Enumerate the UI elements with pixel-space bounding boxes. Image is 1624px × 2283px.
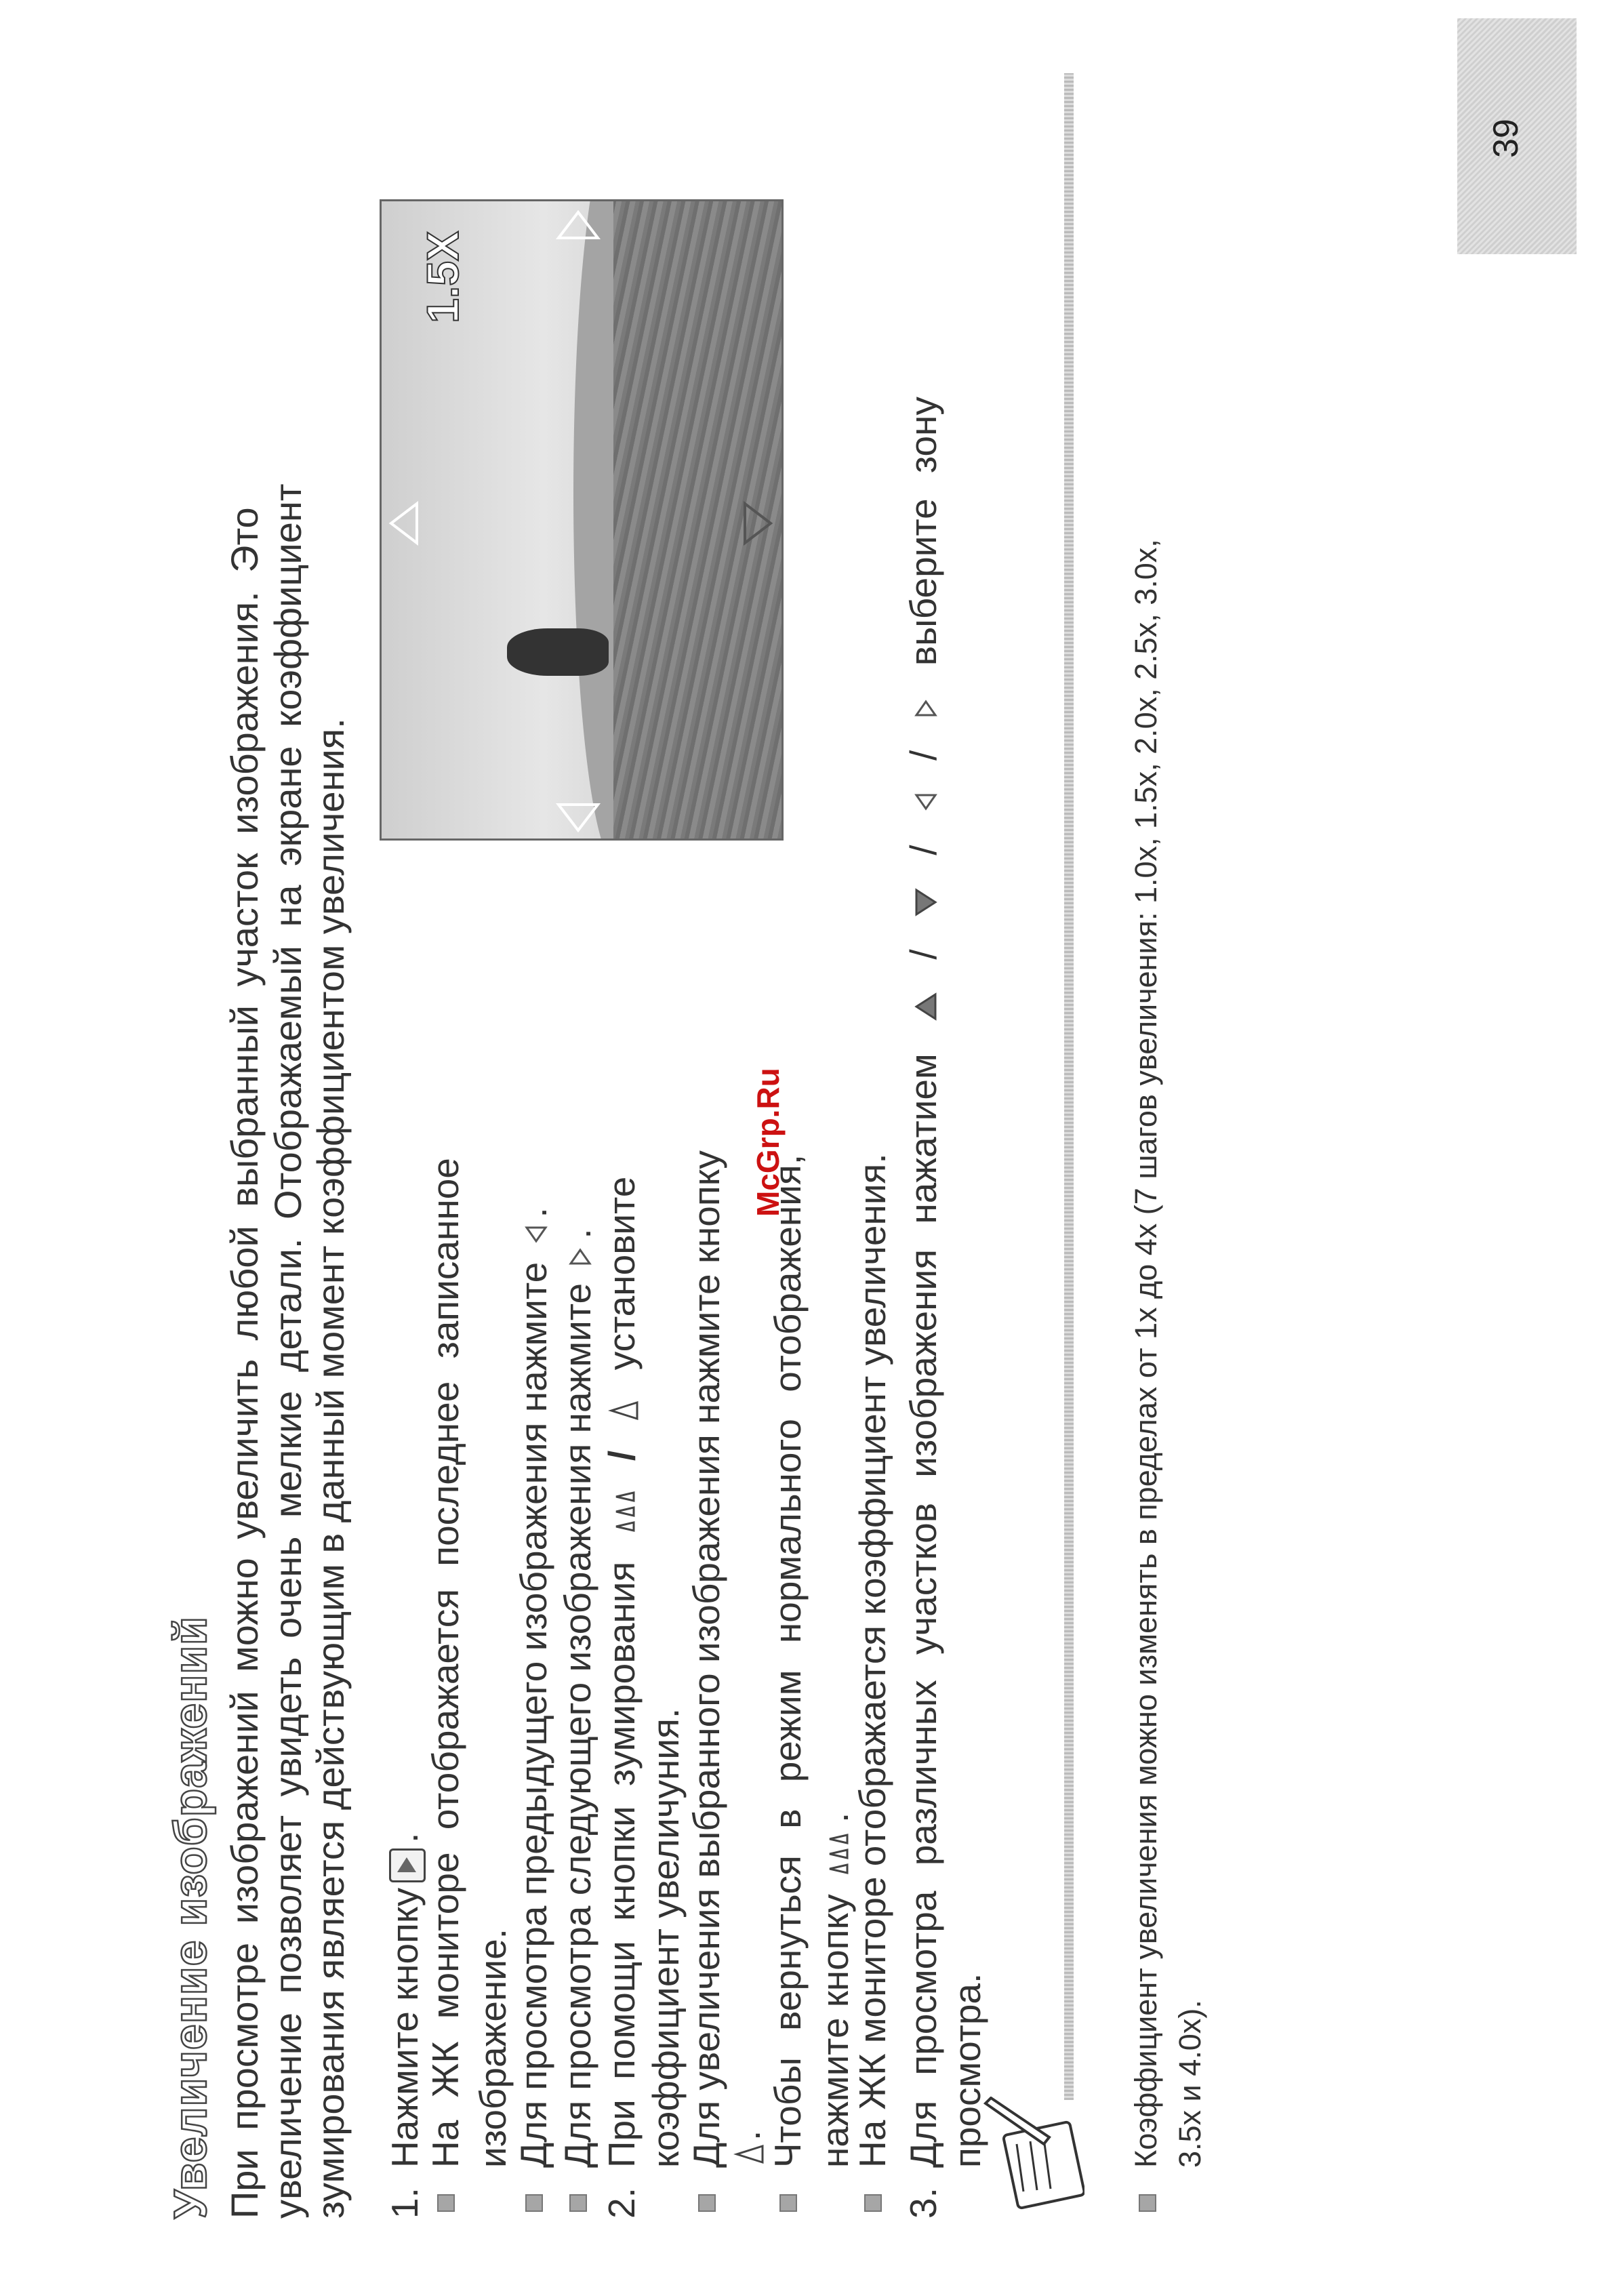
step-1-bullet-3 — [556, 1228, 599, 2168]
zoom-out-thumbnails-icon — [823, 1830, 853, 1877]
step-1-bullet-3-end: . — [556, 1228, 598, 1239]
note-pencil-icon — [976, 2097, 1084, 2212]
watermark: McGrp.Ru — [750, 1068, 786, 1217]
note-line-2: 3.5x и 4.0x). — [1173, 2000, 1207, 2168]
photo-tree — [507, 628, 609, 676]
bullet-marker — [569, 2194, 587, 2212]
step-1-bullet-1-line-2: изображение. — [472, 1928, 514, 2168]
zoom-out-thumbnails-icon — [609, 1487, 639, 1535]
step-1-end: . — [384, 1832, 426, 1843]
step-3-text-a: Для просмотра различных участков изображения нажатием — [902, 1053, 944, 2168]
up-arrow-icon — [912, 992, 939, 1022]
step-1-bullet-2-text: Для просмотра предыдущего изображения нажмите — [512, 1261, 554, 2168]
intro-line-1: При просмотре изображений можно увеличить любой выбранный участок изображения. Это — [223, 507, 266, 2219]
step-2-line-1 — [600, 1177, 643, 2168]
step-1-bullet-3-text: Для просмотра следующего изображения нажмите — [556, 1282, 598, 2168]
down-arrow-icon — [741, 500, 775, 547]
right-arrow-icon — [554, 208, 602, 242]
step-2-line-2: коэффициент увеличуния. — [645, 1708, 687, 2168]
step-2-bullet-2-text: нажмите кнопку — [814, 1894, 856, 2168]
step-2-text-a: При помощи кнопки зумирования — [601, 1561, 643, 2168]
page-number: 39 — [1486, 119, 1526, 158]
note-line-1: Коэффициент увеличения можно изменять в пределах от 1x до 4x (7 шагов увеличения: 1.0x, 1.5x, 2.0x, 2.5x, 3.0x, — [1129, 539, 1163, 2168]
page-title: Увеличение изображений — [165, 1616, 216, 2219]
left-arrow-icon — [523, 1225, 550, 1245]
step-3-sep: / — [902, 845, 944, 855]
left-arrow-icon — [554, 801, 602, 834]
up-arrow-icon — [387, 500, 421, 547]
bullet-marker — [1139, 2194, 1156, 2212]
step-3-sep: / — [902, 949, 944, 960]
bullet-marker — [525, 2194, 543, 2212]
step-1-text — [383, 1833, 426, 2168]
step-3-text-b: выберите зону — [902, 397, 944, 666]
right-arrow-icon — [912, 698, 939, 718]
step-2-slash: / — [601, 1450, 643, 1461]
zoom-factor-label: 1.5X — [418, 231, 468, 323]
step-2-bullet-1-line-2 — [725, 2130, 769, 2168]
step-2-text-c: установите — [601, 1176, 643, 1371]
step-3-number: 3. — [902, 2187, 944, 2219]
zoom-in-icon — [733, 2141, 767, 2168]
note-divider — [1064, 73, 1074, 2100]
step-3-line-1 — [901, 397, 945, 2168]
bullet-marker — [779, 2194, 797, 2212]
step-2-bullet-1-line-1: Для увеличения выбранного изображения нажмите кнопку — [685, 1150, 727, 2168]
play-button-icon — [389, 1848, 426, 1882]
step-1-bullet-2 — [512, 1207, 555, 2168]
intro-line-3: зумирования является действующим в данный момент коэффициентом увеличения. — [309, 718, 352, 2219]
step-1-number: 1. — [384, 2187, 426, 2219]
zoom-in-icon — [607, 1397, 641, 1424]
step-3-line-2: просмотра. — [946, 1973, 988, 2168]
step-2-number: 2. — [601, 2187, 643, 2219]
lcd-zoom-preview-image — [380, 199, 784, 841]
step-2-bullet-3: На ЖК мониторе отображается коэффициент увеличения. — [851, 1153, 893, 2168]
bullet-marker — [698, 2194, 716, 2212]
step-1-bullet-1-line-1: На ЖК мониторе отображается последнее записанное — [424, 1158, 466, 2168]
step-1-bullet-2-end: . — [512, 1207, 554, 1218]
right-arrow-icon — [567, 1246, 594, 1266]
intro-line-2: увеличение позволяет увидеть очень мелкие детали. Отображаемый на экране коэффициент — [266, 483, 309, 2219]
step-2-bullet-1-end: . — [726, 2130, 768, 2141]
down-arrow-icon — [912, 887, 939, 917]
left-arrow-icon — [912, 792, 939, 813]
step-2-bullet-2-line-1: Чтобы вернуться в режим нормального отображения, — [767, 1154, 809, 2168]
bullet-marker — [437, 2194, 455, 2212]
step-2-bullet-2-end: . — [814, 1812, 856, 1823]
bullet-marker — [864, 2194, 882, 2212]
step-3-sep: / — [902, 750, 944, 761]
step-1-label: Нажмите кнопку — [384, 1887, 426, 2168]
